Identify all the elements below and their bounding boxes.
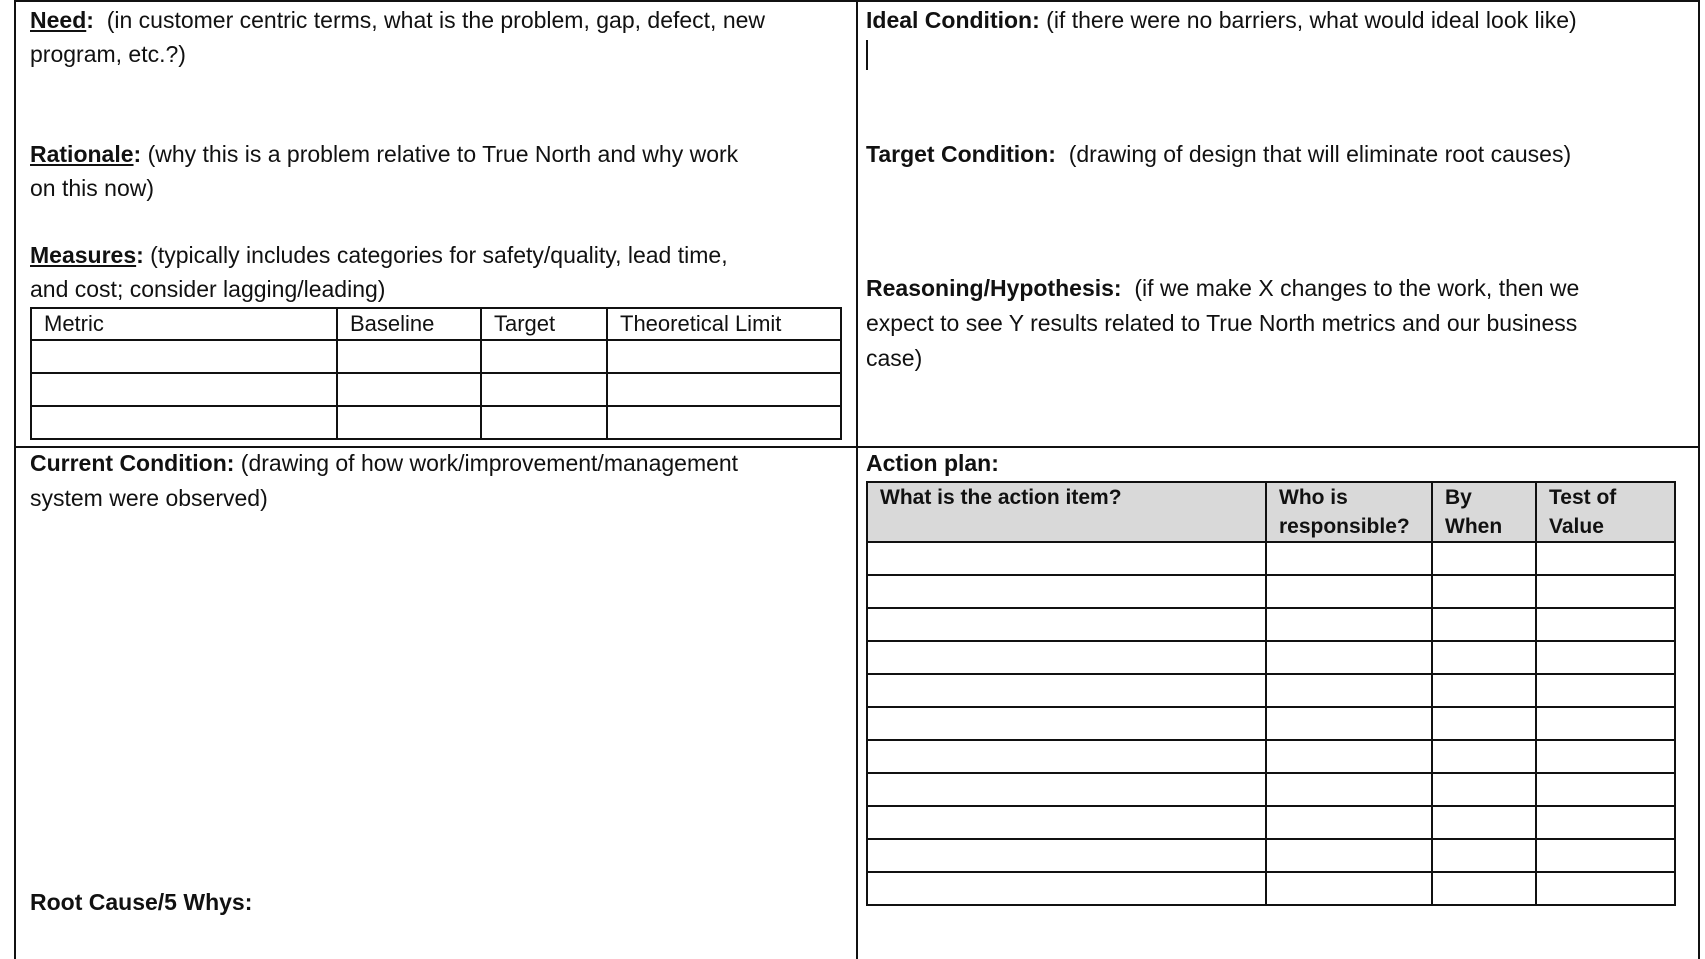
- action-plan-body: [867, 542, 1675, 905]
- action-header-test-of-value: [1536, 482, 1675, 542]
- table-row[interactable]: [867, 806, 1675, 839]
- action-header-responsible-line1: Who is: [1279, 486, 1348, 509]
- table-cell[interactable]: [1266, 707, 1432, 740]
- table-row[interactable]: [867, 707, 1675, 740]
- rationale-label: Rationale: [30, 141, 134, 167]
- table-cell[interactable]: [1536, 740, 1675, 773]
- need-label: Need: [30, 7, 87, 33]
- table-cell[interactable]: [867, 575, 1266, 608]
- reasoning-label: Reasoning/Hypothesis:: [866, 275, 1122, 301]
- reasoning-prompt-line2: expect to see Y results related to True North metrics and our business: [866, 310, 1578, 336]
- table-cell[interactable]: [867, 707, 1266, 740]
- table-cell[interactable]: [1536, 773, 1675, 806]
- need-prompt-line1: (in customer centric terms, what is the problem, gap, defect, new: [93, 7, 766, 33]
- current-condition-prompt-line1: (drawing of how work/improvement/management: [234, 450, 739, 476]
- action-plan-label: Action plan:: [866, 450, 999, 476]
- measures-prompt-line1: (typically includes categories for safety/quality, lead time,: [143, 242, 728, 268]
- measures-header-theoretical-limit: Theoretical Limit: [607, 308, 841, 340]
- table-cell[interactable]: [607, 340, 841, 373]
- ideal-condition-label: Ideal Condition:: [866, 7, 1040, 33]
- action-header-row: [867, 482, 1675, 542]
- ideal-condition-prompt: (if there were no barriers, what would ideal look like): [1039, 7, 1577, 33]
- action-header-item-line1: What is the action item?: [880, 486, 1122, 509]
- table-cell[interactable]: [867, 674, 1266, 707]
- rationale-prompt-line2: on this now): [30, 175, 155, 201]
- table-cell[interactable]: [1266, 674, 1432, 707]
- table-cell[interactable]: [481, 406, 607, 439]
- table-row[interactable]: [867, 575, 1675, 608]
- action-header-by-when-line2: When: [1445, 515, 1503, 538]
- action-plan-table: [866, 481, 1676, 906]
- action-header-by-when-line1: By: [1445, 486, 1472, 509]
- table-row[interactable]: [867, 839, 1675, 872]
- table-cell[interactable]: [867, 872, 1266, 905]
- table-cell[interactable]: [867, 641, 1266, 674]
- table-row[interactable]: [867, 872, 1675, 905]
- table-cell[interactable]: [31, 406, 337, 439]
- table-cell[interactable]: [1536, 674, 1675, 707]
- measures-prompt-line2: and cost; consider lagging/leading): [30, 276, 386, 302]
- reasoning-prompt-line3: case): [866, 345, 923, 371]
- table-cell[interactable]: [1536, 575, 1675, 608]
- table-cell[interactable]: [1432, 872, 1536, 905]
- table-cell[interactable]: [867, 740, 1266, 773]
- table-row[interactable]: [867, 641, 1675, 674]
- measures-header-target: Target: [481, 308, 607, 340]
- current-condition-prompt-line2: system were observed): [30, 485, 268, 511]
- table-cell[interactable]: [1266, 542, 1432, 575]
- table-cell[interactable]: [867, 542, 1266, 575]
- table-cell[interactable]: [1432, 806, 1536, 839]
- target-condition-label: Target Condition:: [866, 141, 1056, 167]
- table-cell[interactable]: [337, 373, 481, 406]
- measures-header-baseline: Baseline: [337, 308, 481, 340]
- rationale-section[interactable]: [30, 137, 738, 171]
- table-cell[interactable]: [607, 406, 841, 439]
- table-row[interactable]: [867, 542, 1675, 575]
- table-cell[interactable]: [867, 806, 1266, 839]
- table-cell[interactable]: [1266, 575, 1432, 608]
- reasoning-section[interactable]: [866, 271, 1579, 305]
- measures-table: [30, 307, 842, 440]
- rationale-colon: :: [133, 141, 142, 167]
- table-cell[interactable]: [1266, 872, 1432, 905]
- table-row[interactable]: [31, 406, 841, 439]
- root-cause-section[interactable]: [30, 885, 252, 919]
- text-cursor: [866, 40, 868, 70]
- action-header-responsible-line2: responsible?: [1279, 515, 1410, 538]
- table-cell[interactable]: [1266, 608, 1432, 641]
- table-cell[interactable]: [1536, 542, 1675, 575]
- rationale-prompt-line1: (why this is a problem relative to True North and why work: [141, 141, 739, 167]
- table-cell[interactable]: [1536, 608, 1675, 641]
- need-section[interactable]: [30, 3, 765, 37]
- table-row[interactable]: [867, 674, 1675, 707]
- action-header-by-when: [1432, 482, 1536, 542]
- table-cell[interactable]: [1266, 806, 1432, 839]
- table-cell[interactable]: [1266, 740, 1432, 773]
- table-row[interactable]: [867, 608, 1675, 641]
- measures-colon: :: [136, 242, 144, 268]
- root-cause-label: Root Cause/5 Whys:: [30, 889, 253, 915]
- action-header-test-of-value-line2: Value: [1549, 515, 1604, 538]
- action-plan-section[interactable]: [866, 446, 999, 480]
- need-colon: :: [86, 7, 94, 33]
- measures-header-row: [31, 308, 841, 340]
- column-divider: [856, 0, 858, 959]
- table-cell[interactable]: [1536, 641, 1675, 674]
- action-header-item: [867, 482, 1266, 542]
- table-cell[interactable]: [1536, 707, 1675, 740]
- table-cell[interactable]: [607, 373, 841, 406]
- table-cell[interactable]: [1432, 608, 1536, 641]
- reasoning-prompt-line1: (if we make X changes to the work, then we: [1121, 275, 1580, 301]
- table-row[interactable]: [31, 340, 841, 373]
- table-cell[interactable]: [867, 839, 1266, 872]
- table-row[interactable]: [31, 373, 841, 406]
- target-condition-section[interactable]: [866, 137, 1571, 171]
- table-cell[interactable]: [1432, 773, 1536, 806]
- table-cell[interactable]: [1266, 641, 1432, 674]
- action-header-test-of-value-line1: Test of: [1549, 486, 1617, 509]
- ideal-condition-section[interactable]: [866, 3, 1577, 37]
- table-cell[interactable]: [1266, 773, 1432, 806]
- table-cell[interactable]: [1432, 839, 1536, 872]
- table-row[interactable]: [867, 773, 1675, 806]
- table-cell[interactable]: [481, 373, 607, 406]
- table-cell[interactable]: [1432, 542, 1536, 575]
- table-cell[interactable]: [867, 773, 1266, 806]
- table-cell[interactable]: [1266, 839, 1432, 872]
- table-cell[interactable]: [1432, 674, 1536, 707]
- need-prompt-line2: program, etc.?): [30, 41, 186, 67]
- table-cell[interactable]: [337, 406, 481, 439]
- current-condition-label: Current Condition:: [30, 450, 235, 476]
- table-cell[interactable]: [1432, 575, 1536, 608]
- action-header-responsible: [1266, 482, 1432, 542]
- table-row[interactable]: [867, 740, 1675, 773]
- table-cell[interactable]: [1536, 872, 1675, 905]
- table-cell[interactable]: [1536, 806, 1675, 839]
- measures-header-metric: Metric: [31, 308, 337, 340]
- target-condition-prompt: (drawing of design that will eliminate root causes): [1055, 141, 1572, 167]
- table-cell[interactable]: [337, 340, 481, 373]
- table-cell[interactable]: [31, 373, 337, 406]
- table-cell[interactable]: [481, 340, 607, 373]
- table-cell[interactable]: [1432, 740, 1536, 773]
- current-condition-section[interactable]: [30, 446, 738, 480]
- table-cell[interactable]: [867, 608, 1266, 641]
- table-cell[interactable]: [1536, 839, 1675, 872]
- table-cell[interactable]: [1432, 707, 1536, 740]
- measures-label: Measures: [30, 242, 137, 268]
- table-cell[interactable]: [1432, 641, 1536, 674]
- table-cell[interactable]: [31, 340, 337, 373]
- measures-section[interactable]: [30, 238, 728, 272]
